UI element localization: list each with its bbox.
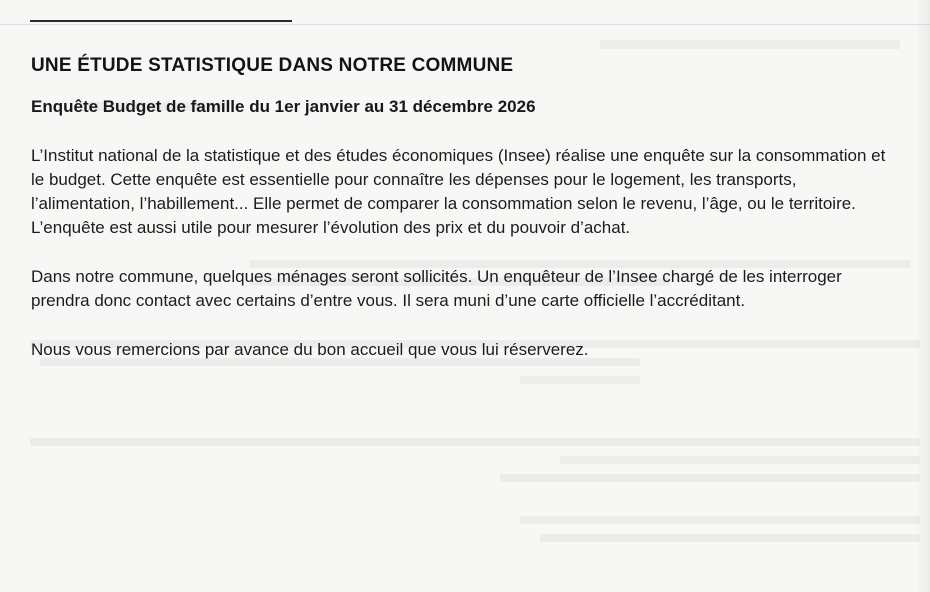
bleed-through-mark — [560, 456, 920, 464]
article-title: UNE ÉTUDE STATISTIQUE DANS NOTRE COMMUNE — [31, 55, 514, 76]
bleed-through-mark — [520, 516, 920, 524]
page-edge-shadow — [916, 0, 930, 592]
bleed-through-mark — [520, 376, 640, 384]
survey-subtitle: Enquête Budget de famille du 1er janvier au 31 décembre 2026 — [31, 97, 536, 116]
paragraph-insee-intro: L’Institut national de la statistique et des études économiques (Insee) réalise une enquête sur la consommation et le budget. Cette enquête est essentielle pour connaître les dépenses pour le logement, les transports, l’alimentation, l’habillement... Elle permet de comparer la consommation selon le revenu, l’âge, ou le territoire. L’enquête est aussi utile pour mesurer l’évolution des prix et du pouvoir d’achat. — [31, 146, 886, 237]
article — [31, 54, 897, 362]
paragraph-households-contacted: Dans notre commune, quelques ménages seront sollicités. Un enquêteur de l’Insee chargé de les interroger prendra donc contact avec certains d’entre vous. Il sera muni d’une carte officielle l’accréditant. — [31, 267, 842, 310]
bleed-through-mark — [500, 474, 920, 482]
top-divider-line — [30, 20, 292, 22]
page-top-edge — [0, 24, 930, 25]
bleed-through-mark — [540, 534, 920, 542]
bleed-through-mark — [600, 40, 900, 49]
paragraph-thanks: Nous vous remercions par avance du bon accueil que vous lui réserverez. — [31, 340, 589, 359]
bleed-through-mark — [30, 438, 920, 446]
